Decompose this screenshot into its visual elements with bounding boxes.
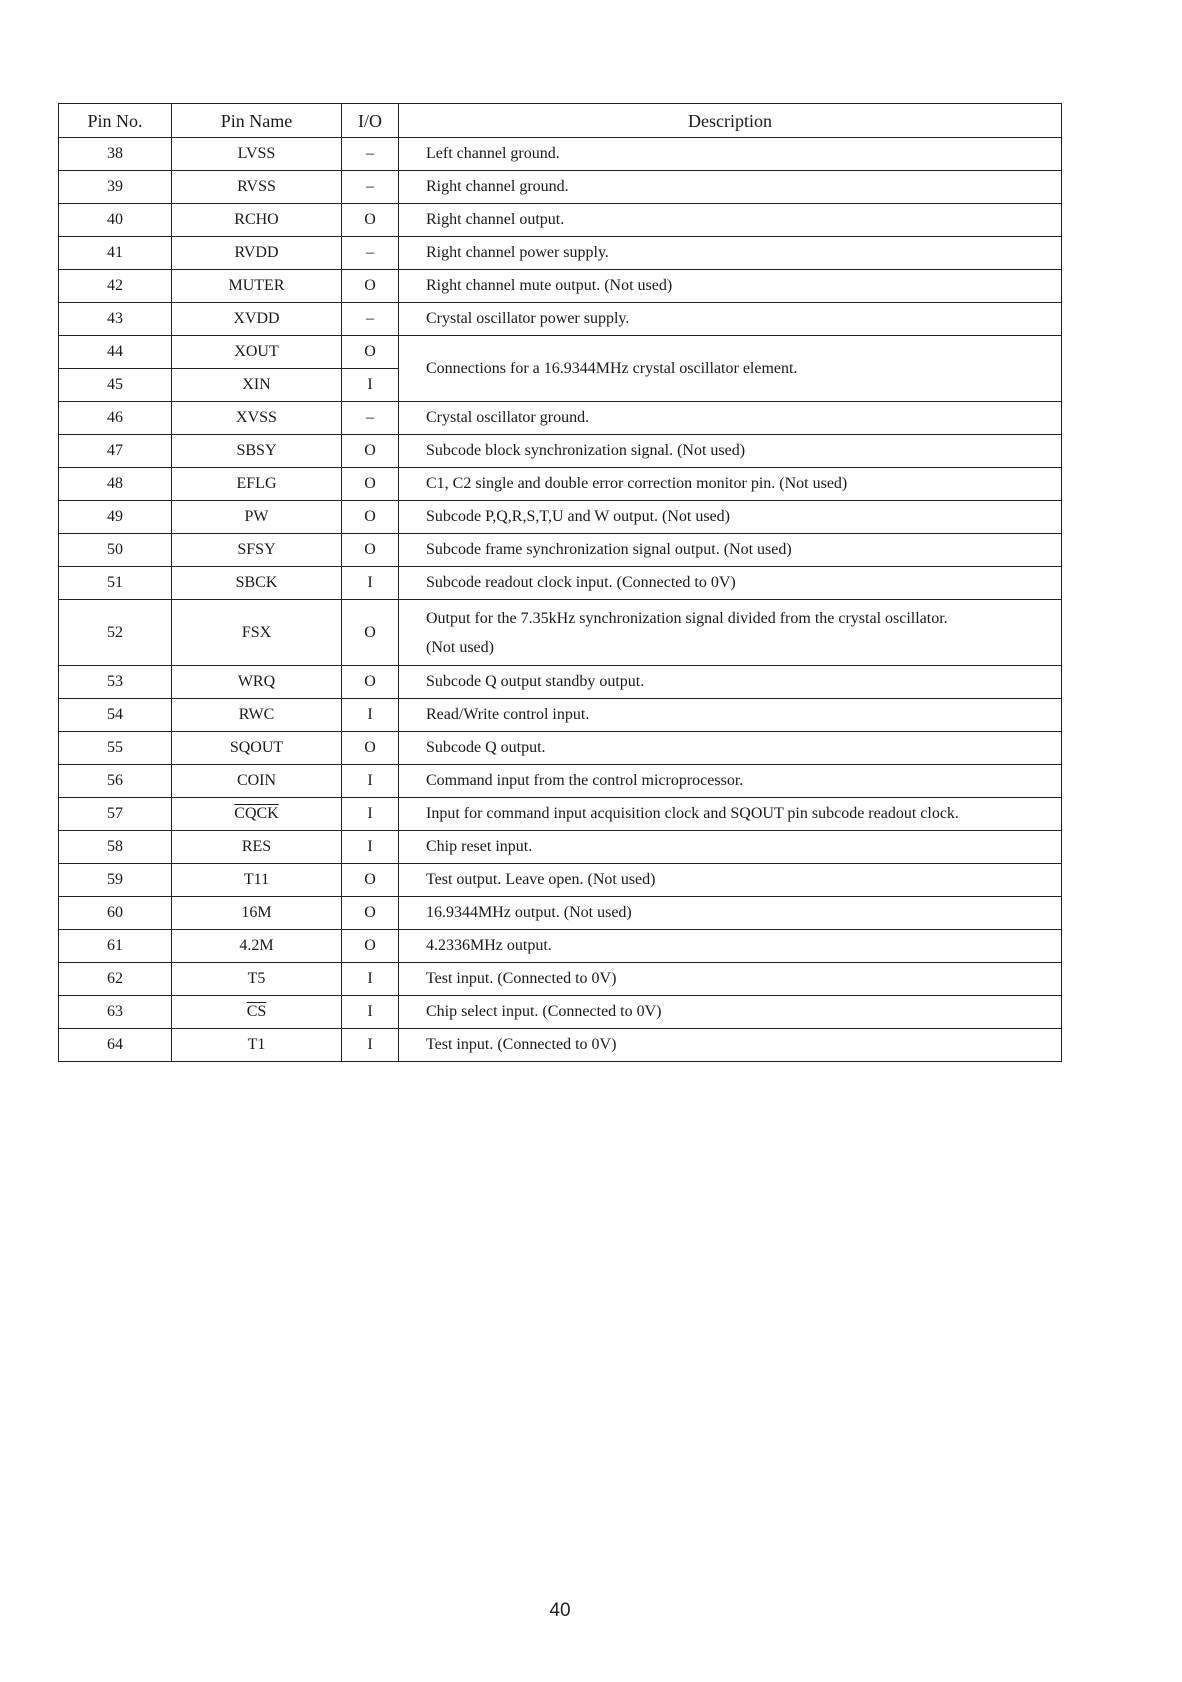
header-pin-name: Pin Name [172,104,342,138]
pin-description [399,600,1062,666]
pin-name [172,798,342,831]
pin-description: Connections for a 16.9344MHz crystal oscillator element. [399,336,1062,402]
pin-io: O [342,930,399,963]
pin-number: 39 [59,171,172,204]
pin-number: 42 [59,270,172,303]
pin-number: 64 [59,1029,172,1062]
pin-io: O [342,468,399,501]
pin-io: I [342,996,399,1029]
pin-name: T11 [172,864,342,897]
pin-name: T5 [172,963,342,996]
header-pin-no: Pin No. [59,104,172,138]
pin-io: I [342,1029,399,1062]
table-row [59,534,1062,567]
pin-name: RWC [172,699,342,732]
pin-number: 57 [59,798,172,831]
table-row [59,732,1062,765]
table-row [59,897,1062,930]
table-row [59,435,1062,468]
pin-number: 53 [59,666,172,699]
pin-description: Crystal oscillator ground. [399,402,1062,435]
pin-number: 54 [59,699,172,732]
pin-description: Subcode frame synchronization signal output. (Not used) [399,534,1062,567]
pin-io: O [342,897,399,930]
table-row [59,996,1062,1029]
pin-name: SFSY [172,534,342,567]
table-row [59,864,1062,897]
pin-number: 52 [59,600,172,666]
table-row [59,600,1062,666]
table-row [59,171,1062,204]
pin-number: 38 [59,138,172,171]
pin-name: COIN [172,765,342,798]
pin-io: – [342,237,399,270]
pin-io: I [342,567,399,600]
pin-name: WRQ [172,666,342,699]
pin-io: O [342,435,399,468]
pin-description: Read/Write control input. [399,699,1062,732]
pin-io: I [342,831,399,864]
pin-io: I [342,963,399,996]
pin-io: – [342,402,399,435]
pin-name: T1 [172,1029,342,1062]
pin-description: Input for command input acquisition clock and SQOUT pin subcode readout clock. [399,798,1062,831]
pin-name-active-low: $\overline{CS}$ [246,1003,267,1020]
pin-description: Right channel ground. [399,171,1062,204]
header-io: I/O [342,104,399,138]
pin-number: 40 [59,204,172,237]
pin-description: Crystal oscillator power supply. [399,303,1062,336]
table-row [59,204,1062,237]
pin-number: 63 [59,996,172,1029]
pin-description: Left channel ground. [399,138,1062,171]
pin-number: 48 [59,468,172,501]
pin-io: O [342,666,399,699]
table-row [59,699,1062,732]
pin-number: 61 [59,930,172,963]
pin-description: Subcode P,Q,R,S,T,U and W output. (Not used) [399,501,1062,534]
pin-number: 58 [59,831,172,864]
pin-number: 41 [59,237,172,270]
pin-io: I [342,798,399,831]
pin-description: Test input. (Connected to 0V) [399,963,1062,996]
pin-description: Test input. (Connected to 0V) [399,1029,1062,1062]
pin-number: 45 [59,369,172,402]
pin-name: XOUT [172,336,342,369]
pin-description: Right channel output. [399,204,1062,237]
table-row [59,1029,1062,1062]
pin-description: Test output. Leave open. (Not used) [399,864,1062,897]
pin-name: 16M [172,897,342,930]
pin-name: RCHO [172,204,342,237]
pin-io: O [342,600,399,666]
pin-number: 56 [59,765,172,798]
pin-description: Subcode Q output standby output. [399,666,1062,699]
pin-name: EFLG [172,468,342,501]
pin-number: 46 [59,402,172,435]
pin-io: O [342,270,399,303]
pin-number: 55 [59,732,172,765]
pin-description: Command input from the control microprocessor. [399,765,1062,798]
page-number: 40 [549,1600,571,1621]
table-row [59,567,1062,600]
pin-io: O [342,864,399,897]
pin-description: Chip reset input. [399,831,1062,864]
pin-name: 4.2M [172,930,342,963]
table-row [59,138,1062,171]
table-row [59,270,1062,303]
pin-name: XIN [172,369,342,402]
pin-number: 62 [59,963,172,996]
pin-description: Right channel mute output. (Not used) [399,270,1062,303]
pin-number: 50 [59,534,172,567]
pin-name: RES [172,831,342,864]
table-row [59,402,1062,435]
pin-name: SQOUT [172,732,342,765]
pin-number: 47 [59,435,172,468]
table-row [59,930,1062,963]
pin-name: PW [172,501,342,534]
pin-io: I [342,765,399,798]
pin-description: Subcode Q output. [399,732,1062,765]
pin-io: O [342,534,399,567]
pin-name: LVSS [172,138,342,171]
pin-description: Subcode readout clock input. (Connected to 0V) [399,567,1062,600]
table-row [59,831,1062,864]
pin-io: – [342,138,399,171]
pin-description: Subcode block synchronization signal. (Not used) [399,435,1062,468]
pin-description: 16.9344MHz output. (Not used) [399,897,1062,930]
pin-name: SBSY [172,435,342,468]
header-description: Description [399,104,1062,138]
pin-description: 4.2336MHz output. [399,930,1062,963]
pin-name: RVSS [172,171,342,204]
table-row [59,798,1062,831]
pin-io: O [342,732,399,765]
pin-number: 60 [59,897,172,930]
pin-name [172,996,342,1029]
pin-description-table [58,103,1062,1062]
table-header-row [59,104,1062,138]
pin-io: O [342,501,399,534]
table-row [59,666,1062,699]
pin-name: XVDD [172,303,342,336]
pin-description-line1: Output for the 7.35kHz synchronization signal divided from the crystal oscillator. [426,609,948,627]
pin-io: I [342,369,399,402]
pin-name: RVDD [172,237,342,270]
pin-description: C1, C2 single and double error correction monitor pin. (Not used) [399,468,1062,501]
pin-description: Right channel power supply. [399,237,1062,270]
pin-description: Chip select input. (Connected to 0V) [399,996,1062,1029]
pin-number: 51 [59,567,172,600]
table-row [59,765,1062,798]
table-row [59,501,1062,534]
pin-name: MUTER [172,270,342,303]
pin-number: 43 [59,303,172,336]
pin-name-active-low: CQCK [234,805,279,822]
table-row [59,237,1062,270]
pin-number: 59 [59,864,172,897]
pin-io: – [342,303,399,336]
table-row [59,336,1062,369]
pin-number: 49 [59,501,172,534]
table-row [59,303,1062,336]
pin-name: FSX [172,600,342,666]
pin-io: O [342,336,399,369]
pin-io: I [342,699,399,732]
table-row [59,468,1062,501]
pin-io: O [342,204,399,237]
pin-description-line2: (Not used) [426,638,494,656]
pin-name: XVSS [172,402,342,435]
table-row [59,963,1062,996]
pin-io: – [342,171,399,204]
pin-name: SBCK [172,567,342,600]
pin-number: 44 [59,336,172,369]
